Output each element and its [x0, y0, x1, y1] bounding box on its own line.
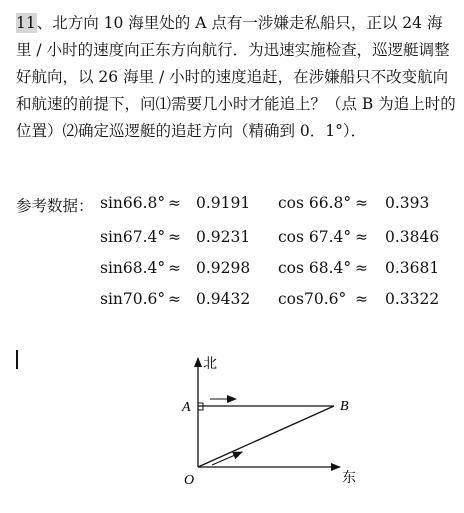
sin-value: 0.9231	[196, 228, 251, 246]
approx-sign: ≈	[168, 194, 181, 212]
sin-value: 0.9191	[196, 194, 251, 212]
point-a-label: A	[182, 400, 191, 415]
approx-sign: ≈	[355, 194, 368, 212]
east-label: 东	[342, 471, 356, 486]
sin-label: sin66.8°	[100, 194, 166, 212]
approx-sign: ≈	[168, 259, 181, 277]
cos-label: cos 67.4°	[278, 228, 352, 246]
approx-sign: ≈	[355, 290, 368, 308]
problem-number: 11	[16, 14, 36, 32]
approx-sign: ≈	[168, 228, 181, 246]
cos-value: 0.3322	[385, 290, 440, 308]
segment-ob	[198, 406, 334, 467]
cos-label: cos70.6°	[278, 290, 347, 308]
approx-sign: ≈	[355, 259, 368, 277]
problem-body: 、北方向 10 海里处的 A 点有一涉嫌走私船只，正以 24 海里 / 小时的速度向正东方向航行．为迅速实施检查，巡逻艇调整好航向，以 26 海里 / 小时的速度追赶，在涉嫌船只不改变航向和航速的前提下，问⑴需要几小时才能追上？（点 B 为追上时的位置）⑵确定巡逻艇的追赶方向（精确到 0．1°）．	[16, 14, 456, 140]
sin-label: sin70.6°	[100, 290, 166, 308]
cos-label: cos 68.4°	[278, 259, 352, 277]
sin-value: 0.9298	[196, 259, 251, 277]
point-o-label: O	[184, 473, 195, 488]
sin-label: sin68.4°	[100, 259, 166, 277]
north-label: 北	[203, 357, 217, 372]
cos-value: 0.393	[385, 194, 430, 212]
approx-sign: ≈	[355, 228, 368, 246]
point-b-label: B	[340, 399, 349, 414]
sin-value: 0.9432	[196, 290, 251, 308]
cos-value: 0.3681	[385, 259, 440, 277]
reference-label: 参考数据：	[16, 197, 94, 215]
cos-value: 0.3846	[385, 228, 440, 246]
sin-label: sin67.4°	[100, 228, 166, 246]
cos-label: cos 66.8°	[278, 194, 352, 212]
approx-sign: ≈	[168, 290, 181, 308]
